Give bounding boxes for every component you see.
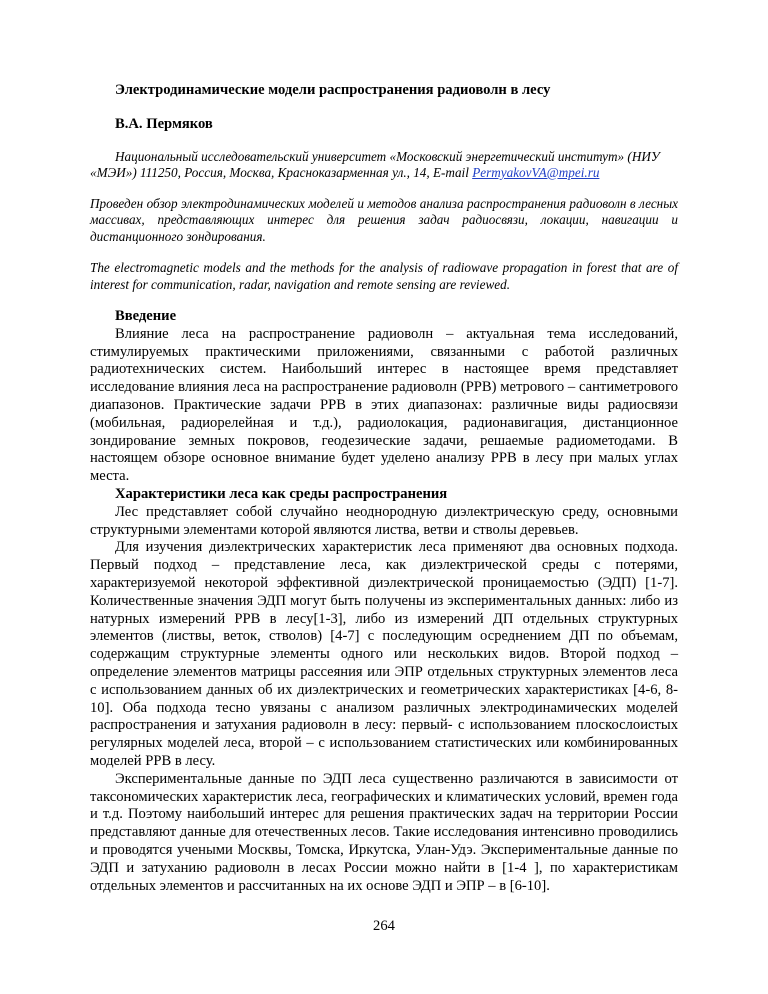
section-heading-introduction: Введение [115, 308, 177, 325]
paragraph-approaches: Для изучения диэлектрических характеристик леса применяют два основных подхода. Первый подход – представление леса, как диэлектрической среды с потерями, характеризуемой некоторой эффективной диэлектрической проницаемостью (ЭДП) [1-7]. Количественные значения ЭДП могут быть получены из экспериментальных данных: либо из натурных измерений РРВ в лесу[1-3], либо из измерений ДП отдельных структурных элементов (листвы, веток, стволов) [4-7] с последующим осреднением ДП по объемам, содержащим структурные элементы одного или нескольких видов. Второй подход – определение элементов матрицы рассеяния или ЭПР отдельных структурных элементов леса с использованием данных об их диэлектрических и геометрических характеристиках [4-6, 8-10]. Оба подхода тесно увязаны с анализом различных электродинамических моделей распространения и затухания радиоволн в лесу: первый- с использованием плоскослоистых регулярных моделей леса, второй – с использованием статистических или комбинированных моделей РРВ в лесу. [90, 539, 678, 769]
section-heading-forest-characteristics: Характеристики леса как среды распространения [115, 486, 448, 502]
author-affiliation [90, 149, 678, 181]
paragraph-forest-structure: Лес представляет собой случайно неоднородную диэлектрическую среду, основными структурными элементами которой являются листва, ветви и стволы деревьев. [90, 503, 678, 538]
paragraph-introduction: Влияние леса на распространение радиоволн – актуальная тема исследований, стимулируемых практическими приложениями, связанными с работой различных радиотехнических систем. Наибольший интерес в настоящее время представляет исследование влияния леса на распространение радиоволн (РРВ) метрового – сантиметрового диапазонов. Практические задачи РРВ в этих диапазонах: различные виды радиосвязи (мобильная, радиорелейная и т.д.), радиолокация, радионавигация, дистанционное зондирование земных покровов, геодезические задачи, решаемые радиометодами. В настоящем обзоре основное внимание будет уделено анализу РРВ в лесу при малых углах места. [90, 325, 678, 485]
page-number: 264 [373, 918, 395, 934]
abstract-russian: Проведен обзор электродинамических моделей и методов анализа распространения радиоволн в лесных массивах, представляющих интерес для решения задач радиосвязи, локации, навигации и дистанционного зондирования. [90, 196, 678, 244]
author-email-link[interactable]: PermyakovVA@mpei.ru [472, 164, 600, 180]
paragraph-experimental-data: Экспериментальные данные по ЭДП леса существенно различаются в зависимости от таксономических характеристик леса, географических и климатических условий, времен года и т.д. Поэтому наибольший интерес для решения практических задач на территории России представляют данные для отечественных лесов. Такие исследования интенсивно проводились и проводятся учеными Москвы, Томска, Иркутска, Улан-Удэ. Экспериментальные данные по ЭДП и затуханию радиоволн в лесах России можно найти в [1-4 ], по характеристикам отдельных элементов и рассчитанных на их основе ЭДП и ЭПР – в [6-10]. [90, 770, 678, 894]
paper-page [90, 82, 678, 895]
affiliation-text: Национальный исследовательский университет «Московский энергетический институт» (НИУ «МЭИ») 111250, Россия, Москва, Красноказарменная ул., 14, E-mail [90, 148, 660, 180]
paper-title: Электродинамические модели распространения радиоволн в лесу [115, 82, 551, 98]
abstract-english: The electromagnetic models and the methods for the analysis of radiowave propagation in forest that are of interest for communication, radar, navigation and remote sensing are reviewed. [90, 260, 678, 292]
paper-author: В.А. Пермяков [115, 115, 213, 132]
